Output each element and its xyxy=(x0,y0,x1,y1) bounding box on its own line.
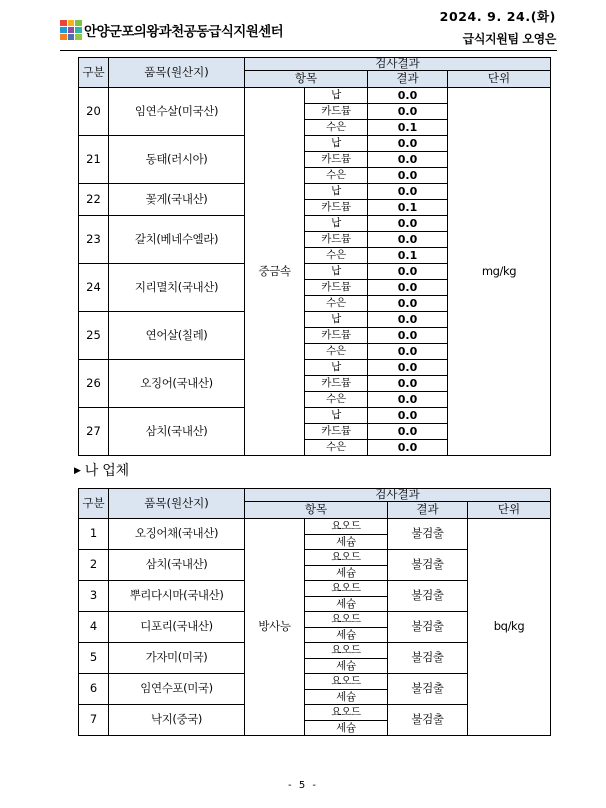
test-item: 카드뮴 xyxy=(305,232,368,248)
test-item: 납 xyxy=(305,360,368,376)
page-header xyxy=(0,0,606,60)
item-origin: 삼치(국내산) xyxy=(109,550,245,581)
item-origin: 디포리(국내산) xyxy=(109,612,245,643)
test-item: 요오드 xyxy=(305,519,388,535)
test-item: 세슘 xyxy=(305,627,388,643)
row-number: 24 xyxy=(79,264,109,312)
header-divider xyxy=(60,50,557,51)
col-header-unit: 단위 xyxy=(468,502,551,519)
row-number: 21 xyxy=(79,136,109,184)
logo-square xyxy=(75,34,82,40)
row-number: 20 xyxy=(79,88,109,136)
unit: mg/kg xyxy=(448,88,551,456)
test-result: 0.0 xyxy=(368,360,448,376)
test-result: 0.1 xyxy=(368,248,448,264)
page-number: - 5 - xyxy=(288,780,318,791)
test-result: 0.1 xyxy=(368,120,448,136)
test-item: 세슘 xyxy=(305,596,388,612)
test-item: 요오드 xyxy=(305,612,388,628)
item-origin: 삼치(국내산) xyxy=(109,408,245,456)
logo-square xyxy=(68,20,75,26)
item-origin: 연어살(칠레) xyxy=(109,312,245,360)
col-header-item-origin: 품목(원산지) xyxy=(109,58,245,88)
test-result: 불검출 xyxy=(388,612,468,643)
test-item: 요오드 xyxy=(305,550,388,566)
logo-square xyxy=(60,27,67,33)
logo-square xyxy=(75,27,82,33)
row-number: 26 xyxy=(79,360,109,408)
test-result: 0.0 xyxy=(368,296,448,312)
report-date: 2024. 9. 24.(화) xyxy=(439,9,556,24)
col-header-item-origin: 품목(원산지) xyxy=(109,489,245,519)
test-result: 0.0 xyxy=(368,136,448,152)
radioactivity-results-table xyxy=(78,488,551,736)
test-result: 0.0 xyxy=(368,104,448,120)
test-result: 불검출 xyxy=(388,519,468,550)
heavy-metal-results-table xyxy=(78,57,551,456)
test-result: 0.0 xyxy=(368,168,448,184)
test-item: 납 xyxy=(305,264,368,280)
test-item: 납 xyxy=(305,312,368,328)
test-item: 카드뮴 xyxy=(305,104,368,120)
test-item: 카드뮴 xyxy=(305,376,368,392)
item-origin: 지리멸치(국내산) xyxy=(109,264,245,312)
test-item: 세슘 xyxy=(305,534,388,550)
col-header-number: 구분 xyxy=(79,58,109,88)
test-item: 세슘 xyxy=(305,720,388,736)
test-result: 불검출 xyxy=(388,550,468,581)
col-header-results-group: 검사결과 xyxy=(245,489,551,502)
test-result: 불검출 xyxy=(388,581,468,612)
test-item: 세슘 xyxy=(305,658,388,674)
test-result: 0.0 xyxy=(368,344,448,360)
test-item: 납 xyxy=(305,408,368,424)
test-item: 수은 xyxy=(305,296,368,312)
test-item: 요오드 xyxy=(305,581,388,597)
test-item: 수은 xyxy=(305,120,368,136)
item-origin: 낙지(중국) xyxy=(109,705,245,736)
row-number: 1 xyxy=(79,519,109,550)
row-number: 22 xyxy=(79,184,109,216)
col-header-results-group: 검사결과 xyxy=(245,58,551,71)
col-header-number: 구분 xyxy=(79,489,109,519)
test-result: 0.0 xyxy=(368,232,448,248)
test-item: 카드뮴 xyxy=(305,200,368,216)
test-result: 0.0 xyxy=(368,152,448,168)
col-header-result: 결과 xyxy=(388,502,468,519)
test-item: 수은 xyxy=(305,392,368,408)
logo-square xyxy=(68,34,75,40)
item-origin: 임연수포(미국) xyxy=(109,674,245,705)
test-item: 수은 xyxy=(305,248,368,264)
test-item: 납 xyxy=(305,184,368,200)
test-result: 0.0 xyxy=(368,312,448,328)
test-item: 카드뮴 xyxy=(305,152,368,168)
row-number: 6 xyxy=(79,674,109,705)
row-number: 25 xyxy=(79,312,109,360)
item-origin: 오징어채(국내산) xyxy=(109,519,245,550)
row-number: 4 xyxy=(79,612,109,643)
test-item: 세슘 xyxy=(305,689,388,705)
item-origin: 임연수살(미국산) xyxy=(109,88,245,136)
item-origin: 꽃게(국내산) xyxy=(109,184,245,216)
test-item: 수은 xyxy=(305,344,368,360)
center-logo-icon xyxy=(60,20,82,40)
test-category: 방사능 xyxy=(245,519,305,736)
test-item: 수은 xyxy=(305,440,368,456)
row-number: 7 xyxy=(79,705,109,736)
row-number: 27 xyxy=(79,408,109,456)
test-item: 요오드 xyxy=(305,643,388,659)
test-item: 세슘 xyxy=(305,565,388,581)
test-item: 납 xyxy=(305,88,368,104)
test-result: 불검출 xyxy=(388,705,468,736)
test-result: 0.1 xyxy=(368,200,448,216)
col-header-test-item: 항목 xyxy=(245,502,388,519)
logo-square xyxy=(60,34,67,40)
row-number: 5 xyxy=(79,643,109,674)
test-result: 0.0 xyxy=(368,328,448,344)
unit: bq/kg xyxy=(468,519,551,736)
test-result: 불검출 xyxy=(388,643,468,674)
section-title-vendor xyxy=(74,460,129,480)
test-result: 0.0 xyxy=(368,184,448,200)
col-header-test-item: 항목 xyxy=(245,71,368,88)
table-row xyxy=(79,88,551,104)
test-result: 0.0 xyxy=(368,376,448,392)
test-result: 0.0 xyxy=(368,88,448,104)
logo-square xyxy=(75,20,82,26)
test-item: 납 xyxy=(305,216,368,232)
test-item: 카드뮴 xyxy=(305,328,368,344)
triangle-bullet-icon: ▶ xyxy=(74,466,81,476)
row-number: 2 xyxy=(79,550,109,581)
center-name: 안양군포의왕과천공동급식지원센터 xyxy=(84,24,284,40)
test-result: 0.0 xyxy=(368,392,448,408)
item-origin: 오징어(국내산) xyxy=(109,360,245,408)
item-origin: 동태(러시아) xyxy=(109,136,245,184)
test-item: 카드뮴 xyxy=(305,424,368,440)
report-author: 급식지원팀 오영은 xyxy=(462,32,556,46)
test-result: 0.0 xyxy=(368,264,448,280)
table-row xyxy=(79,519,551,535)
col-header-unit: 단위 xyxy=(448,71,551,88)
test-result: 0.0 xyxy=(368,440,448,456)
test-result: 0.0 xyxy=(368,424,448,440)
test-result: 0.0 xyxy=(368,280,448,296)
section-title-text: 나 업체 xyxy=(84,463,129,479)
logo-square xyxy=(68,27,75,33)
row-number: 3 xyxy=(79,581,109,612)
test-result: 불검출 xyxy=(388,674,468,705)
test-item: 수은 xyxy=(305,168,368,184)
test-item: 요오드 xyxy=(305,705,388,721)
row-number: 23 xyxy=(79,216,109,264)
item-origin: 갈치(베네수엘라) xyxy=(109,216,245,264)
test-item: 요오드 xyxy=(305,674,388,690)
test-item: 카드뮴 xyxy=(305,280,368,296)
test-item: 납 xyxy=(305,136,368,152)
test-category: 중금속 xyxy=(245,88,305,456)
item-origin: 가자미(미국) xyxy=(109,643,245,674)
item-origin: 뿌리다시마(국내산) xyxy=(109,581,245,612)
logo-square xyxy=(60,20,67,26)
test-result: 0.0 xyxy=(368,216,448,232)
col-header-result: 결과 xyxy=(368,71,448,88)
test-result: 0.0 xyxy=(368,408,448,424)
